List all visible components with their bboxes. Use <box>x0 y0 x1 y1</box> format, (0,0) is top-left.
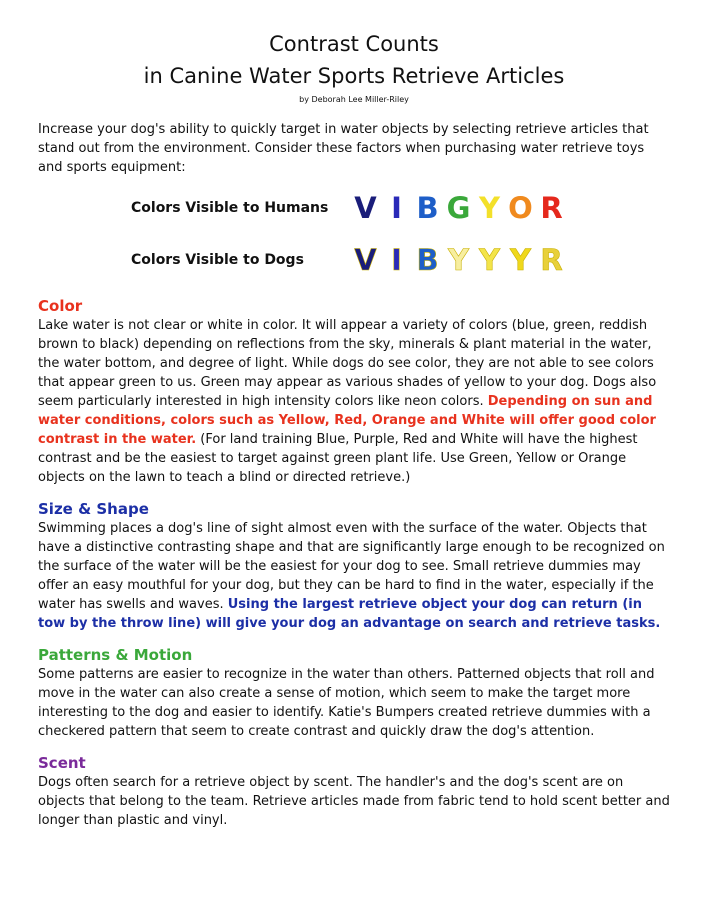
title-line-1: Contrast Counts <box>269 32 439 56</box>
humans-color-row <box>38 190 670 230</box>
dogs-letter-0: V <box>354 243 377 277</box>
humans-color-label: Colors Visible to Humans <box>131 200 329 216</box>
humans-letter-2: B <box>416 191 439 225</box>
dogs-letter-2: B <box>416 243 439 277</box>
dogs-color-row <box>38 242 670 282</box>
highlight-text: Using the largest retrieve object your dog can return (in tow by the throw line) will give your dog an advantage on search and retrieve tasks. <box>38 597 661 631</box>
section-body <box>38 665 670 741</box>
section-heading: Patterns & Motion <box>38 646 193 664</box>
dogs-letter-5: Y <box>510 243 531 277</box>
dogs-letter-4: Y <box>479 243 500 277</box>
section-heading: Color <box>38 297 83 315</box>
humans-letter-1: I <box>391 191 402 225</box>
body-text: Some patterns are easier to recognize in the water than others. Patterned objects that roll and move in the water can also create a sense of motion, which seem to make the target more interesting to the dog and easier to identify. Katie's Bumpers created retrieve dummies with a checkered pattern that seem to create contrast and quickly draw the dog's attention. <box>38 667 655 739</box>
document-page <box>38 28 670 830</box>
humans-letter-6: R <box>540 191 563 225</box>
body-text: Swimming places a dog's line of sight almost even with the surface of the water. Objects that have a distinctive contrasting shape and that are significantly large enough to be recognized on the surface of the water will be the easiest for your dog to see. Small retrieve dummies may offer an easy mouthful for your dog, but they can be hard to find in the water, especially if the water has swells and waves. <box>38 521 665 612</box>
section-scent <box>38 753 670 830</box>
section-body <box>38 773 670 830</box>
section-heading: Size & Shape <box>38 500 149 518</box>
section-heading: Scent <box>38 754 86 772</box>
sections <box>38 296 670 830</box>
section-body <box>38 519 670 633</box>
humans-letter-4: Y <box>479 191 500 225</box>
dogs-letter-6: R <box>540 243 563 277</box>
highlight-text: Depending on sun and water conditions, colors such as Yellow, Red, Orange and White will offer good color contrast in the water. <box>38 394 656 447</box>
section-size-shape <box>38 499 670 633</box>
dogs-letter-1: I <box>391 243 402 277</box>
section-body <box>38 316 670 487</box>
humans-letter-5: O <box>508 191 533 225</box>
section-color <box>38 296 670 487</box>
dogs-color-label: Colors Visible to Dogs <box>131 252 304 268</box>
humans-color-letters <box>350 190 567 226</box>
intro-paragraph: Increase your dog's ability to quickly target in water objects by selecting retrieve articles that stand out from the environment. Consider these factors when purchasing water retrieve toys and sports equipment: <box>38 122 649 175</box>
dogs-letter-3: Y <box>448 243 469 277</box>
body-text: (For land training Blue, Purple, Red and White will have the highest contrast and be the easiest to target against green plant life. Use Green, Yellow or Orange objects on the lawn to teach a blind or directed retrieve.) <box>38 432 638 485</box>
body-text: Dogs often search for a retrieve object by scent. The handler's and the dog's scent are on objects that belong to the team. Retrieve articles made from fabric tend to hold scent better and longer than plastic and vinyl. <box>38 775 670 828</box>
title-line-2: in Canine Water Sports Retrieve Articles <box>143 64 565 88</box>
humans-letter-0: V <box>354 191 377 225</box>
humans-letter-3: G <box>446 191 471 225</box>
dogs-color-letters <box>350 242 567 278</box>
body-text: Lake water is not clear or white in color. It will appear a variety of colors (blue, green, reddish brown to black) depending on reflections from the sky, minerals & plant material in the water, the water bottom, and degree of light. While dogs do see color, they are not able to see colors that appear green to us. Green may appear as various shades of yellow to your dog. Dogs also seem particularly interested in high intensity colors like neon colors. <box>38 318 657 409</box>
byline: by Deborah Lee Miller-Riley <box>299 95 409 104</box>
section-patterns-motion <box>38 645 670 741</box>
